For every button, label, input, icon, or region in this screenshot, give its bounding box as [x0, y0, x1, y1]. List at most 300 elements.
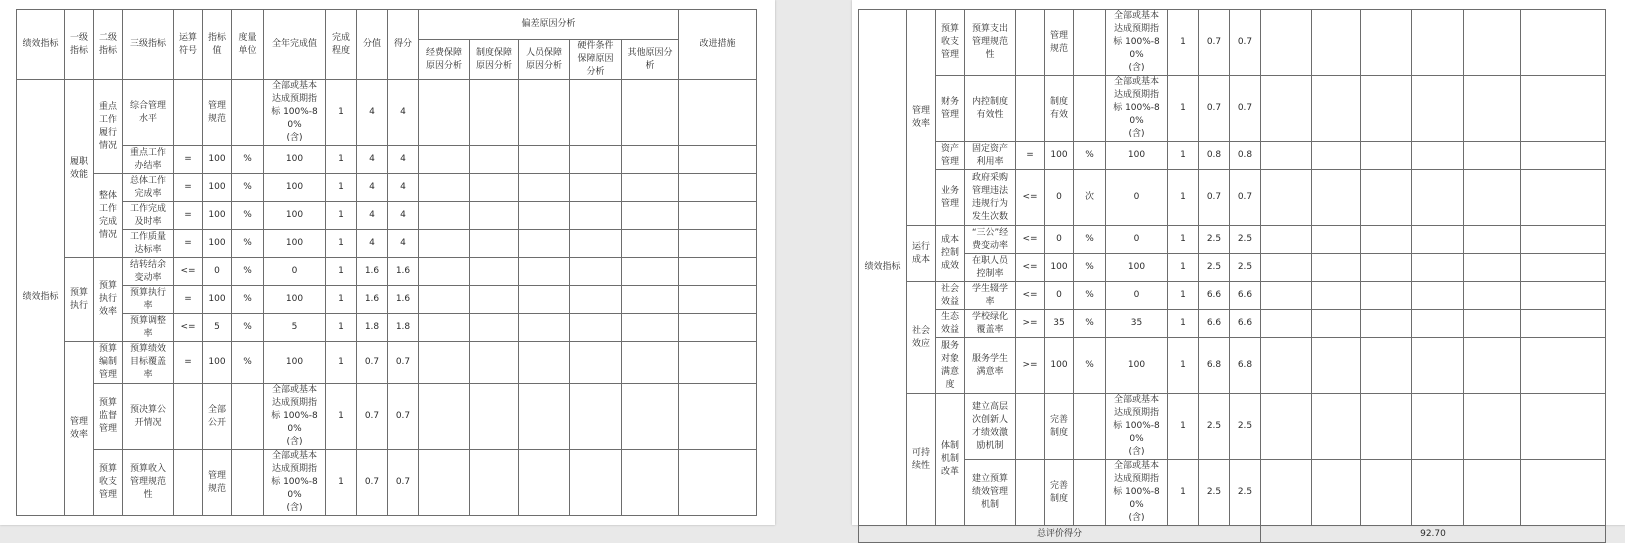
- completion-degree-cell: 1: [1168, 170, 1199, 226]
- completion-degree-cell: 1: [1168, 282, 1199, 310]
- header-performance: 绩效指标: [17, 10, 65, 80]
- table-row: [859, 338, 1606, 394]
- annual-completion-cell: 100: [1106, 338, 1168, 394]
- deviation-analysis-cell: [1261, 282, 1312, 310]
- level3-cell: 工作质量 达标率: [123, 230, 174, 258]
- completion-degree-cell: 1: [1168, 142, 1199, 170]
- target-value-cell: 35: [1045, 310, 1074, 338]
- target-value-cell: 100: [203, 174, 232, 202]
- unit-cell: %: [232, 146, 264, 174]
- target-value-cell: 管理 规范: [203, 80, 232, 146]
- score-value-cell: 4: [357, 174, 388, 202]
- table-row: [859, 282, 1606, 310]
- deviation-analysis-cell: [570, 80, 622, 146]
- deviation-analysis-cell: [1464, 170, 1521, 226]
- level3-cell: “三公”经 费变动率: [965, 226, 1016, 254]
- target-value-cell: 制度 有效: [1045, 76, 1074, 142]
- level2-cell: 生态 效益: [936, 310, 965, 338]
- score-value-cell: 0.7: [1199, 76, 1230, 142]
- level2-cell: 体制 机制 改革: [936, 394, 965, 526]
- header-row: [17, 10, 757, 40]
- deviation-analysis-cell: [1464, 338, 1521, 394]
- table-row: [17, 80, 757, 146]
- deviation-analysis-cell: [1361, 254, 1412, 282]
- annual-completion-cell: 0: [264, 258, 326, 286]
- deviation-analysis-cell: [1464, 394, 1521, 460]
- deviation-analysis-cell: [419, 174, 470, 202]
- score-value-cell: 6.8: [1199, 338, 1230, 394]
- improvement-cell: [1521, 170, 1606, 226]
- header-score-got: 得分: [388, 10, 419, 80]
- score-got-cell: 1.6: [388, 286, 419, 314]
- operator-cell: <=: [174, 314, 203, 342]
- operator-cell: [1016, 76, 1045, 142]
- score-got-cell: 2.5: [1230, 254, 1261, 282]
- improvement-cell: [679, 286, 757, 314]
- deviation-analysis-cell: [1464, 226, 1521, 254]
- deviation-analysis-cell: [519, 202, 570, 230]
- deviation-analysis-cell: [622, 80, 679, 146]
- deviation-analysis-cell: [1312, 310, 1361, 338]
- header-dev-system: 制度保障 原因分析: [470, 40, 519, 80]
- operator-cell: [174, 450, 203, 516]
- unit-cell: %: [232, 258, 264, 286]
- annual-completion-cell: 100: [264, 342, 326, 384]
- annual-completion-cell: 100: [264, 286, 326, 314]
- deviation-analysis-cell: [419, 230, 470, 258]
- score-got-cell: 4: [388, 80, 419, 146]
- score-got-cell: 0.7: [388, 342, 419, 384]
- deviation-analysis-cell: [519, 342, 570, 384]
- improvement-cell: [1521, 76, 1606, 142]
- deviation-analysis-cell: [1412, 226, 1464, 254]
- completion-degree-cell: 1: [1168, 460, 1199, 526]
- level3-cell: 固定资产 利用率: [965, 142, 1016, 170]
- score-value-cell: 0.7: [357, 384, 388, 450]
- header-improvement: 改进措施: [679, 10, 757, 80]
- unit-cell: %: [1074, 226, 1106, 254]
- score-got-cell: 2.5: [1230, 460, 1261, 526]
- unit-cell: %: [1074, 310, 1106, 338]
- header-dev-staff: 人员保障 原因分析: [519, 40, 570, 80]
- score-got-cell: 0.7: [388, 450, 419, 516]
- deviation-analysis-cell: [1412, 460, 1464, 526]
- improvement-cell: [679, 230, 757, 258]
- annual-completion-cell: 全部或基本 达成预期指 标 100%-80% (含): [264, 450, 326, 516]
- score-got-cell: 0.7: [1230, 76, 1261, 142]
- score-got-cell: 2.5: [1230, 226, 1261, 254]
- annual-completion-cell: 全部或基本 达成预期指 标 100%-80% (含): [1106, 76, 1168, 142]
- header-unit: 度量 单位: [232, 10, 264, 80]
- operator-cell: [1016, 394, 1045, 460]
- deviation-analysis-cell: [1412, 338, 1464, 394]
- table-row: [859, 76, 1606, 142]
- table-row: [859, 170, 1606, 226]
- deviation-analysis-cell: [1361, 142, 1412, 170]
- header-operator: 运算 符号: [174, 10, 203, 80]
- level2-cell: 整体 工作 完成 情况: [94, 174, 123, 258]
- completion-degree-cell: 1: [326, 384, 357, 450]
- deviation-analysis-cell: [519, 450, 570, 516]
- level2-cell: 预算 监督 管理: [94, 384, 123, 450]
- deviation-analysis-cell: [470, 314, 519, 342]
- deviation-analysis-cell: [1312, 338, 1361, 394]
- improvement-cell: [679, 174, 757, 202]
- level3-cell: 学校绿化 覆盖率: [965, 310, 1016, 338]
- table-row: [859, 310, 1606, 338]
- improvement-cell: [1521, 254, 1606, 282]
- completion-degree-cell: 1: [1168, 254, 1199, 282]
- target-value-cell: 100: [203, 202, 232, 230]
- unit-cell: %: [232, 342, 264, 384]
- table-row: [17, 230, 757, 258]
- header-completion-degree: 完成 程度: [326, 10, 357, 80]
- target-value-cell: 完善 制度: [1045, 460, 1074, 526]
- level3-cell: 综合管理 水平: [123, 80, 174, 146]
- level3-cell: 政府采购 管理违法 违规行为 发生次数: [965, 170, 1016, 226]
- score-value-cell: 2.5: [1199, 254, 1230, 282]
- deviation-analysis-cell: [1312, 254, 1361, 282]
- deviation-analysis-cell: [1464, 142, 1521, 170]
- target-value-cell: 管理 规范: [203, 450, 232, 516]
- score-got-cell: 0.7: [388, 384, 419, 450]
- deviation-analysis-cell: [419, 80, 470, 146]
- deviation-analysis-cell: [470, 258, 519, 286]
- deviation-analysis-cell: [1261, 226, 1312, 254]
- completion-degree-cell: 1: [326, 202, 357, 230]
- operator-cell: <=: [1016, 254, 1045, 282]
- annual-completion-cell: 5: [264, 314, 326, 342]
- document-page-left: [0, 0, 775, 525]
- deviation-analysis-cell: [470, 342, 519, 384]
- target-value-cell: 100: [203, 286, 232, 314]
- deviation-analysis-cell: [1412, 76, 1464, 142]
- operator-cell: <=: [1016, 226, 1045, 254]
- operator-cell: >=: [1016, 338, 1045, 394]
- target-value-cell: 0: [203, 258, 232, 286]
- deviation-analysis-cell: [1464, 460, 1521, 526]
- level1-cell: 管理 效率: [907, 10, 936, 226]
- deviation-analysis-cell: [1361, 338, 1412, 394]
- score-value-cell: 0.7: [357, 450, 388, 516]
- operator-cell: [1016, 460, 1045, 526]
- operator-cell: =: [174, 342, 203, 384]
- deviation-analysis-cell: [622, 146, 679, 174]
- improvement-cell: [679, 450, 757, 516]
- unit-cell: %: [232, 202, 264, 230]
- level1-cell: 社会 效应: [907, 282, 936, 394]
- score-got-cell: 4: [388, 202, 419, 230]
- deviation-analysis-cell: [470, 146, 519, 174]
- improvement-cell: [679, 146, 757, 174]
- deviation-analysis-cell: [1412, 310, 1464, 338]
- score-got-cell: 2.5: [1230, 394, 1261, 460]
- level2-cell: 服务 对象 满意 度: [936, 338, 965, 394]
- score-value-cell: 2.5: [1199, 394, 1230, 460]
- unit-cell: %: [232, 286, 264, 314]
- level3-cell: 预决算公 开情况: [123, 384, 174, 450]
- deviation-analysis-cell: [419, 450, 470, 516]
- deviation-analysis-cell: [570, 286, 622, 314]
- deviation-analysis-cell: [519, 314, 570, 342]
- deviation-analysis-cell: [419, 314, 470, 342]
- level2-cell: 资产 管理: [936, 142, 965, 170]
- deviation-analysis-cell: [622, 384, 679, 450]
- deviation-analysis-cell: [1261, 142, 1312, 170]
- level2-cell: 财务 管理: [936, 76, 965, 142]
- target-value-cell: 100: [1045, 254, 1074, 282]
- deviation-analysis-cell: [1261, 10, 1312, 76]
- deviation-analysis-cell: [622, 202, 679, 230]
- completion-degree-cell: 1: [1168, 310, 1199, 338]
- deviation-analysis-cell: [1312, 226, 1361, 254]
- improvement-cell: [1521, 338, 1606, 394]
- annual-completion-cell: 全部或基本 达成预期指 标 100%-80% (含): [1106, 460, 1168, 526]
- unit-cell: %: [232, 230, 264, 258]
- deviation-analysis-cell: [470, 450, 519, 516]
- deviation-analysis-cell: [622, 450, 679, 516]
- deviation-analysis-cell: [470, 230, 519, 258]
- deviation-analysis-cell: [622, 286, 679, 314]
- target-value-cell: 5: [203, 314, 232, 342]
- level2-cell: 预算 收支 管理: [94, 450, 123, 516]
- deviation-analysis-cell: [622, 230, 679, 258]
- deviation-analysis-cell: [1261, 310, 1312, 338]
- table-row: [17, 314, 757, 342]
- level2-cell: 预算 执行 效率: [94, 258, 123, 342]
- annual-completion-cell: 100: [1106, 254, 1168, 282]
- deviation-analysis-cell: [1361, 310, 1412, 338]
- deviation-analysis-cell: [1464, 282, 1521, 310]
- total-score-value: 92.70: [1261, 526, 1606, 543]
- header-annual-completion: 全年完成值: [264, 10, 326, 80]
- operator-cell: =: [174, 202, 203, 230]
- annual-completion-cell: 100: [264, 174, 326, 202]
- completion-degree-cell: 1: [326, 146, 357, 174]
- annual-completion-cell: 100: [264, 202, 326, 230]
- deviation-analysis-cell: [519, 230, 570, 258]
- deviation-analysis-cell: [622, 174, 679, 202]
- target-value-cell: 管理 规范: [1045, 10, 1074, 76]
- deviation-analysis-cell: [419, 258, 470, 286]
- table-row: [17, 286, 757, 314]
- unit-cell: %: [1074, 282, 1106, 310]
- level3-cell: 总体工作 完成率: [123, 174, 174, 202]
- header-dev-other: 其他原因分 析: [622, 40, 679, 80]
- completion-degree-cell: 1: [326, 314, 357, 342]
- level1-cell: 履职 效能: [65, 80, 94, 258]
- score-got-cell: 0.8: [1230, 142, 1261, 170]
- level2-cell: 预算 编制 管理: [94, 342, 123, 384]
- improvement-cell: [1521, 282, 1606, 310]
- deviation-analysis-cell: [1412, 282, 1464, 310]
- score-value-cell: 6.6: [1199, 310, 1230, 338]
- document-page-right: [852, 0, 1625, 539]
- header-level3: 三级指标: [123, 10, 174, 80]
- deviation-analysis-cell: [622, 314, 679, 342]
- level3-cell: 预算支出 管理规范 性: [965, 10, 1016, 76]
- deviation-analysis-cell: [470, 286, 519, 314]
- level3-cell: 预算收入 管理规范 性: [123, 450, 174, 516]
- deviation-analysis-cell: [419, 342, 470, 384]
- annual-completion-cell: 0: [1106, 170, 1168, 226]
- deviation-analysis-cell: [1361, 226, 1412, 254]
- deviation-analysis-cell: [519, 258, 570, 286]
- score-value-cell: 6.6: [1199, 282, 1230, 310]
- level1-cell: 管理 效率: [65, 342, 94, 516]
- header-level2: 二级 指标: [94, 10, 123, 80]
- improvement-cell: [679, 314, 757, 342]
- deviation-analysis-cell: [1312, 394, 1361, 460]
- completion-degree-cell: 1: [1168, 10, 1199, 76]
- target-value-cell: 100: [203, 230, 232, 258]
- operator-cell: [174, 384, 203, 450]
- target-value-cell: 完善 制度: [1045, 394, 1074, 460]
- completion-degree-cell: 1: [326, 230, 357, 258]
- header-deviation-group: 偏差原因分析: [419, 10, 679, 40]
- deviation-analysis-cell: [1261, 254, 1312, 282]
- operator-cell: >=: [1016, 310, 1045, 338]
- improvement-cell: [679, 342, 757, 384]
- level2-cell: 业务 管理: [936, 170, 965, 226]
- deviation-analysis-cell: [519, 174, 570, 202]
- deviation-analysis-cell: [1261, 394, 1312, 460]
- score-value-cell: 4: [357, 80, 388, 146]
- completion-degree-cell: 1: [1168, 394, 1199, 460]
- level3-cell: 建立预算 绩效管理 机制: [965, 460, 1016, 526]
- annual-completion-cell: 100: [264, 230, 326, 258]
- operator-cell: [1016, 10, 1045, 76]
- score-got-cell: 0.7: [1230, 170, 1261, 226]
- level1-cell: 预算 执行: [65, 258, 94, 342]
- deviation-analysis-cell: [1412, 394, 1464, 460]
- table-row: [17, 174, 757, 202]
- deviation-analysis-cell: [1312, 142, 1361, 170]
- level3-cell: 学生辍学 率: [965, 282, 1016, 310]
- operator-cell: =: [174, 174, 203, 202]
- deviation-analysis-cell: [570, 450, 622, 516]
- total-score-label: 总评价得分: [859, 526, 1261, 543]
- header-target: 指标 值: [203, 10, 232, 80]
- target-value-cell: 100: [203, 146, 232, 174]
- deviation-analysis-cell: [570, 384, 622, 450]
- score-value-cell: 2.5: [1199, 226, 1230, 254]
- level3-cell: 预算执行 率: [123, 286, 174, 314]
- level3-cell: 在职人员 控制率: [965, 254, 1016, 282]
- unit-cell: %: [232, 314, 264, 342]
- unit-cell: [232, 450, 264, 516]
- performance-table-right: [858, 9, 1606, 543]
- performance-table-left: [16, 9, 757, 516]
- table-row: [17, 384, 757, 450]
- target-value-cell: 全部 公开: [203, 384, 232, 450]
- operator-cell: =: [1016, 142, 1045, 170]
- score-value-cell: 0.7: [1199, 170, 1230, 226]
- improvement-cell: [679, 202, 757, 230]
- deviation-analysis-cell: [1464, 310, 1521, 338]
- unit-cell: %: [1074, 338, 1106, 394]
- completion-degree-cell: 1: [326, 450, 357, 516]
- deviation-analysis-cell: [1312, 282, 1361, 310]
- improvement-cell: [1521, 10, 1606, 76]
- deviation-analysis-cell: [519, 146, 570, 174]
- level2-cell: 成本 控制 成效: [936, 226, 965, 282]
- unit-cell: [1074, 394, 1106, 460]
- deviation-analysis-cell: [1261, 460, 1312, 526]
- deviation-analysis-cell: [470, 202, 519, 230]
- unit-cell: [232, 80, 264, 146]
- deviation-analysis-cell: [1361, 282, 1412, 310]
- deviation-analysis-cell: [570, 202, 622, 230]
- completion-degree-cell: 1: [1168, 226, 1199, 254]
- score-value-cell: 2.5: [1199, 460, 1230, 526]
- total-row: [859, 526, 1606, 543]
- table-row: [859, 460, 1606, 526]
- improvement-cell: [679, 80, 757, 146]
- deviation-analysis-cell: [570, 230, 622, 258]
- completion-degree-cell: 1: [326, 342, 357, 384]
- completion-degree-cell: 1: [326, 258, 357, 286]
- deviation-analysis-cell: [419, 286, 470, 314]
- annual-completion-cell: 0: [1106, 282, 1168, 310]
- deviation-analysis-cell: [622, 258, 679, 286]
- operator-cell: =: [174, 146, 203, 174]
- deviation-analysis-cell: [470, 174, 519, 202]
- target-value-cell: 100: [1045, 338, 1074, 394]
- score-got-cell: 1.8: [388, 314, 419, 342]
- completion-degree-cell: 1: [1168, 76, 1199, 142]
- operator-cell: <=: [174, 258, 203, 286]
- completion-degree-cell: 1: [326, 80, 357, 146]
- improvement-cell: [1521, 394, 1606, 460]
- score-value-cell: 1.6: [357, 258, 388, 286]
- operator-cell: <=: [1016, 170, 1045, 226]
- deviation-analysis-cell: [570, 342, 622, 384]
- deviation-analysis-cell: [570, 258, 622, 286]
- level3-cell: 预算调整 率: [123, 314, 174, 342]
- deviation-analysis-cell: [1261, 338, 1312, 394]
- unit-cell: %: [1074, 142, 1106, 170]
- deviation-analysis-cell: [1312, 10, 1361, 76]
- score-got-cell: 4: [388, 146, 419, 174]
- improvement-cell: [1521, 460, 1606, 526]
- deviation-analysis-cell: [419, 202, 470, 230]
- operator-cell: [174, 80, 203, 146]
- score-value-cell: 1.6: [357, 286, 388, 314]
- table-row: [859, 226, 1606, 254]
- level1-cell: 运行 成本: [907, 226, 936, 282]
- deviation-analysis-cell: [1361, 76, 1412, 142]
- deviation-analysis-cell: [419, 384, 470, 450]
- score-got-cell: 6.6: [1230, 310, 1261, 338]
- unit-cell: [1074, 460, 1106, 526]
- deviation-analysis-cell: [1261, 170, 1312, 226]
- completion-degree-cell: 1: [1168, 338, 1199, 394]
- target-value-cell: 100: [203, 342, 232, 384]
- level3-cell: 内控制度 有效性: [965, 76, 1016, 142]
- score-value-cell: 4: [357, 146, 388, 174]
- score-got-cell: 4: [388, 230, 419, 258]
- deviation-analysis-cell: [519, 286, 570, 314]
- level2-cell: 社会 效益: [936, 282, 965, 310]
- annual-completion-cell: 全部或基本 达成预期指 标 100%-80% (含): [1106, 10, 1168, 76]
- completion-degree-cell: 1: [326, 174, 357, 202]
- deviation-analysis-cell: [419, 146, 470, 174]
- deviation-analysis-cell: [1361, 394, 1412, 460]
- level3-cell: 工作完成 及时率: [123, 202, 174, 230]
- table-row: [17, 258, 757, 286]
- improvement-cell: [1521, 310, 1606, 338]
